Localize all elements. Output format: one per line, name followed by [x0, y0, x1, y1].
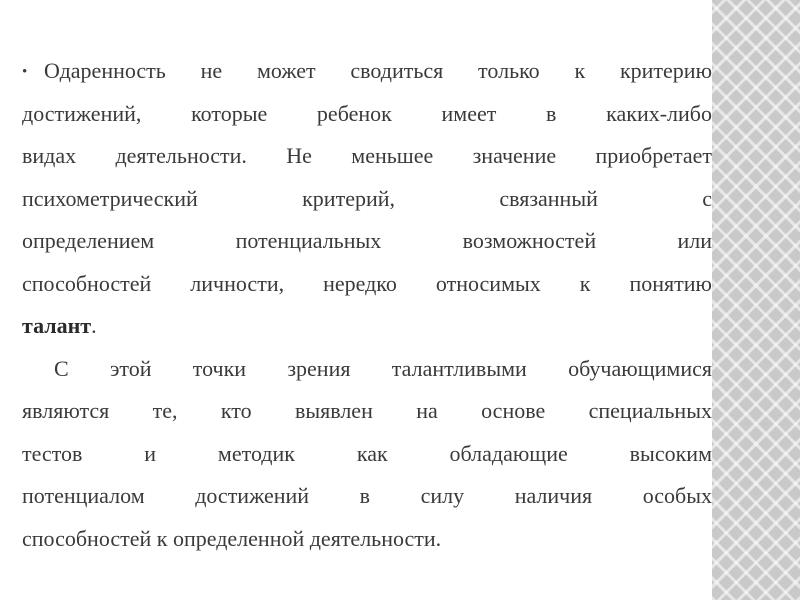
bold-term: талант	[22, 313, 92, 338]
text-line: способностей к определенной деятельности.	[22, 525, 442, 551]
text-line-content: С этой точки зрения талантливыми обучающимися	[54, 355, 712, 381]
text-line	[22, 50, 712, 93]
text-line: способностей личности, нередко относимых к понятию	[22, 270, 712, 296]
text-line	[22, 348, 712, 391]
text-line: потенциалом достижений в силу наличия особых	[22, 483, 712, 508]
bullet-icon: •	[22, 64, 28, 80]
text-line-content: Одаренность не может сводиться только к критерию	[44, 58, 712, 83]
decorative-side-band	[712, 0, 800, 600]
text-line	[22, 305, 712, 348]
text-line: являются те, кто выявлен на основе специальных	[22, 398, 712, 423]
text-line: психометрический критерий, связанный с	[22, 185, 712, 211]
text-line: достижений, которые ребенок имеет в каких-либо	[22, 100, 712, 126]
text-line: тестов и методик как обладающие высоким	[22, 440, 712, 466]
text-line: видах деятельности. Не меньшее значение приобретает	[22, 143, 712, 168]
text-line: определением потенциальных возможностей или	[22, 228, 712, 253]
slide-body-text	[22, 50, 712, 560]
punctuation: .	[91, 313, 97, 338]
